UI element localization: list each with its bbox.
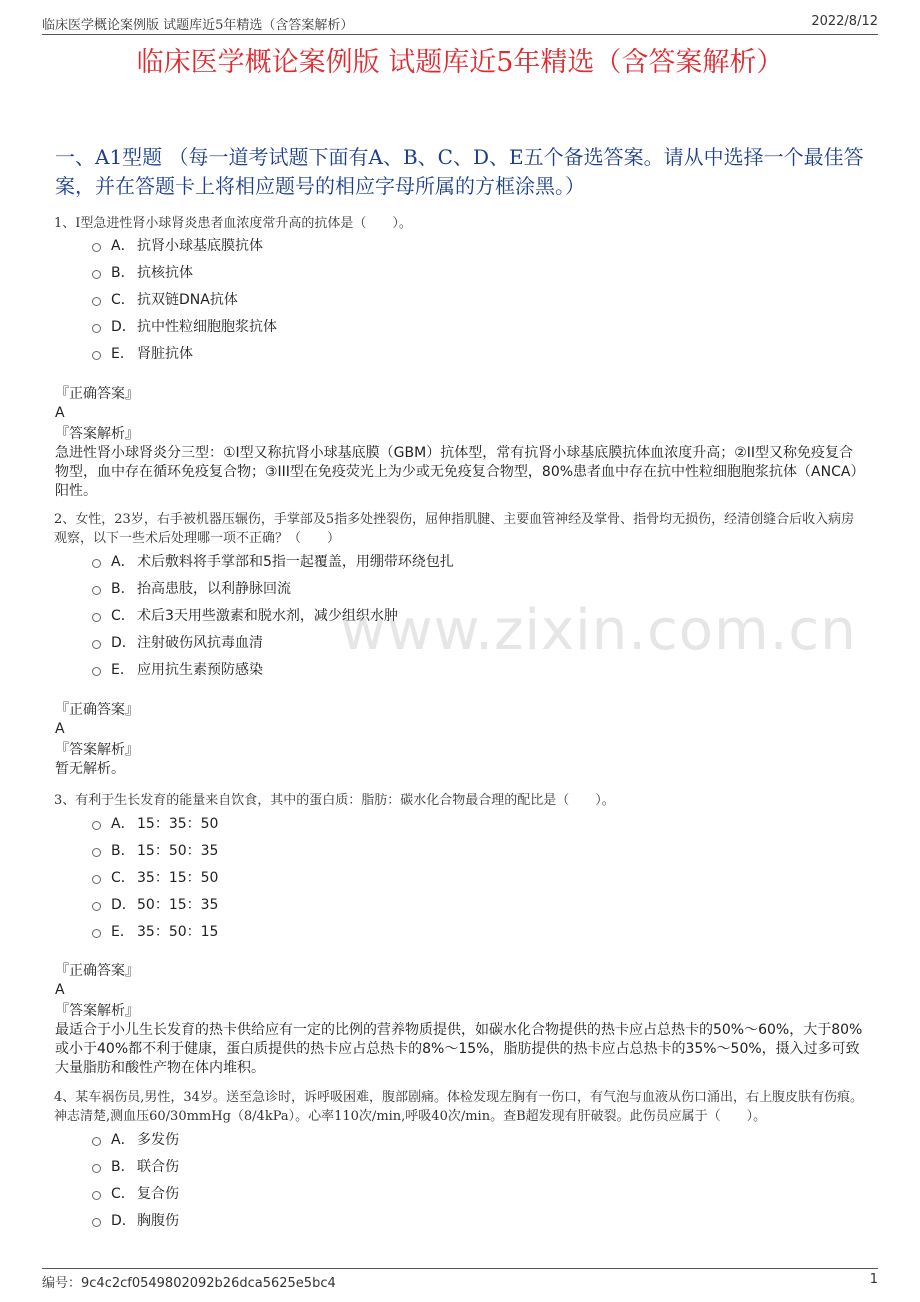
explanation-label: 『答案解析』 [55, 1003, 139, 1019]
footer-code [42, 1272, 336, 1291]
question-stem: 1、I型急进性肾小球肾炎患者血浓度常升高的抗体是（ ）。 [54, 216, 412, 231]
option-d[interactable] [92, 1206, 179, 1233]
option-text: 复合伤 [137, 1185, 179, 1202]
question-stem: 3、有利于生长发育的能量来自饮食，其中的蛋白质：脂肪：碳水化合物最合理的配比是（ ）。 [54, 793, 615, 808]
option-text: 术后3天用些激素和脱水剂，减少组织水肿 [137, 607, 398, 624]
answer-value: A [55, 982, 65, 998]
option-a[interactable] [92, 1125, 179, 1152]
options-list [92, 231, 277, 366]
option-d[interactable] [92, 312, 277, 339]
answer-value: A [55, 405, 65, 421]
radio-icon[interactable] [92, 613, 101, 622]
radio-icon[interactable] [92, 324, 101, 333]
option-letter: C． [111, 1185, 135, 1202]
page-footer [42, 1268, 878, 1291]
option-text: 抗肾小球基底膜抗体 [137, 237, 263, 254]
question-stem: 4、某车祸伤员,男性，34岁。送至急诊时，诉呼吸困难，腹部剧痛。体检发现左胸有一伤口，有气泡与血液从伤口涌出，右上腹皮肤有伤痕。神志清楚,测血压60/30mmHg（8/4kPa）。心率110次/min,呼吸40次/min。查B超发现有肝破裂。此伤员应属于（ ）。 [54, 1090, 863, 1124]
section-title: 一、A1型题 （每一道考试题下面有A、B、C、D、E五个备选答案。请从中选择一个最佳答案，并在答题卡上将相应题号的相应字母所属的方框涂黑。） [55, 145, 864, 198]
option-letter: D． [111, 318, 136, 335]
option-letter: B． [111, 1158, 135, 1175]
option-letter: D． [111, 1212, 136, 1229]
option-c[interactable] [92, 1179, 179, 1206]
option-letter: E． [111, 345, 134, 362]
radio-icon[interactable] [92, 1218, 101, 1227]
option-text: 联合伤 [137, 1158, 179, 1175]
radio-icon[interactable] [92, 1137, 101, 1146]
option-b[interactable] [92, 258, 277, 285]
options-list [92, 547, 454, 682]
option-c[interactable] [92, 601, 454, 628]
option-text: 肾脏抗体 [137, 345, 193, 362]
explanation-text: 暂无解析。 [55, 761, 125, 777]
option-b[interactable] [92, 1152, 179, 1179]
radio-icon[interactable] [92, 821, 101, 830]
option-letter: A． [111, 1131, 135, 1148]
header-doc-title: 临床医学概论案例版 试题库近5年精选（含答案解析） [42, 18, 354, 33]
option-a[interactable] [92, 809, 218, 836]
radio-icon[interactable] [92, 667, 101, 676]
option-text: 注射破伤风抗毒血清 [137, 634, 263, 651]
page-title: 临床医学概论案例版 试题库近5年精选（含答案解析） [136, 47, 784, 78]
option-e[interactable] [92, 917, 218, 944]
answer-block [55, 701, 867, 779]
watermark: www.zixin.com.cn [340, 598, 857, 663]
radio-icon[interactable] [92, 848, 101, 857]
option-c[interactable] [92, 285, 277, 312]
option-b[interactable] [92, 836, 218, 863]
option-letter: B． [111, 842, 135, 859]
option-letter: A． [111, 553, 135, 570]
answer-block [55, 962, 867, 1078]
answer-label: 『正确答案』 [55, 386, 139, 402]
explanation-label: 『答案解析』 [55, 426, 139, 442]
radio-icon[interactable] [92, 929, 101, 938]
radio-icon[interactable] [92, 351, 101, 360]
option-letter: D． [111, 634, 136, 651]
option-text: 胸腹伤 [137, 1212, 179, 1229]
option-letter: C． [111, 869, 135, 886]
option-e[interactable] [92, 655, 454, 682]
option-text: 多发伤 [137, 1131, 179, 1148]
option-b[interactable] [92, 574, 454, 601]
option-text: 抗核抗体 [137, 264, 193, 281]
option-letter: B． [111, 264, 135, 281]
option-text: 抗双链DNA抗体 [137, 291, 238, 308]
answer-value: A [55, 721, 65, 737]
explanation-label: 『答案解析』 [55, 742, 139, 758]
option-d[interactable] [92, 890, 218, 917]
option-text: 15：35：50 [137, 815, 219, 832]
option-letter: B． [111, 580, 135, 597]
radio-icon[interactable] [92, 875, 101, 884]
option-letter: D． [111, 896, 136, 913]
radio-icon[interactable] [92, 1164, 101, 1173]
option-text: 15：50：35 [137, 842, 219, 859]
option-letter: E． [111, 661, 134, 678]
question-stem: 2、女性，23岁，右手被机器压辗伤，手掌部及5指多处挫裂伤，屈伸指肌腱、主要血管神经及掌骨、指骨均无损伤，经清创缝合后收入病房观察，以下一些术后处理哪一项不正确？（ ） [54, 512, 855, 546]
option-c[interactable] [92, 863, 218, 890]
explanation-text: 急进性肾小球肾炎分三型：①I型又称抗肾小球基底膜（GBM）抗体型，常有抗肾小球基底膜抗体血浓度升高；②II型又称免疫复合物型，血中存在循环免疫复合物；③III型在免疫荧光上为少或无免疫复合物型，80%患者血中存在抗中性粒细胞胞浆抗体（ANCA）阳性。 [55, 445, 865, 499]
explanation-text: 最适合于小儿生长发育的热卡供给应有一定的比例的营养物质提供，如碳水化合物提供的热卡应占总热卡的50%～60%，大于80%或小于40%都不利于健康，蛋白质提供的热卡应占总热卡的8%～15%，脂肪提供的热卡应占总热卡的35%～50%，摄入过多可致大量脂肪和酸性产物在体内堆积。 [55, 1022, 863, 1076]
footer-code-value: 9c4c2cf0549802092b26dca5625e5bc4 [81, 1276, 336, 1291]
radio-icon[interactable] [92, 902, 101, 911]
radio-icon[interactable] [92, 297, 101, 306]
answer-label: 『正确答案』 [55, 963, 139, 979]
footer-code-label: 编号： [42, 1276, 82, 1291]
option-letter: E． [111, 923, 134, 940]
option-d[interactable] [92, 628, 454, 655]
option-text: 35：15：50 [137, 869, 219, 886]
option-a[interactable] [92, 231, 277, 258]
option-text: 应用抗生素预防感染 [137, 661, 263, 678]
header-date: 2022/8/12 [811, 14, 878, 29]
option-text: 抬高患肢，以利静脉回流 [137, 580, 291, 597]
answer-label: 『正确答案』 [55, 702, 139, 718]
radio-icon[interactable] [92, 243, 101, 252]
options-list [92, 809, 218, 944]
radio-icon[interactable] [92, 559, 101, 568]
radio-icon[interactable] [92, 586, 101, 595]
answer-block [55, 385, 867, 501]
option-letter: A． [111, 237, 135, 254]
option-a[interactable] [92, 547, 454, 574]
radio-icon[interactable] [92, 270, 101, 279]
option-text: 50：15：35 [137, 896, 219, 913]
option-letter: C． [111, 607, 135, 624]
page-number: 1 [869, 1272, 878, 1287]
option-letter: C． [111, 291, 135, 308]
option-letter: A． [111, 815, 135, 832]
option-e[interactable] [92, 339, 277, 366]
radio-icon[interactable] [92, 1191, 101, 1200]
option-text: 术后敷料将手掌部和5指一起覆盖，用绷带环绕包扎 [137, 553, 454, 570]
option-text: 35：50：15 [137, 923, 219, 940]
page-header [42, 10, 878, 35]
radio-icon[interactable] [92, 640, 101, 649]
options-list [92, 1125, 179, 1233]
option-text: 抗中性粒细胞胞浆抗体 [137, 318, 277, 335]
